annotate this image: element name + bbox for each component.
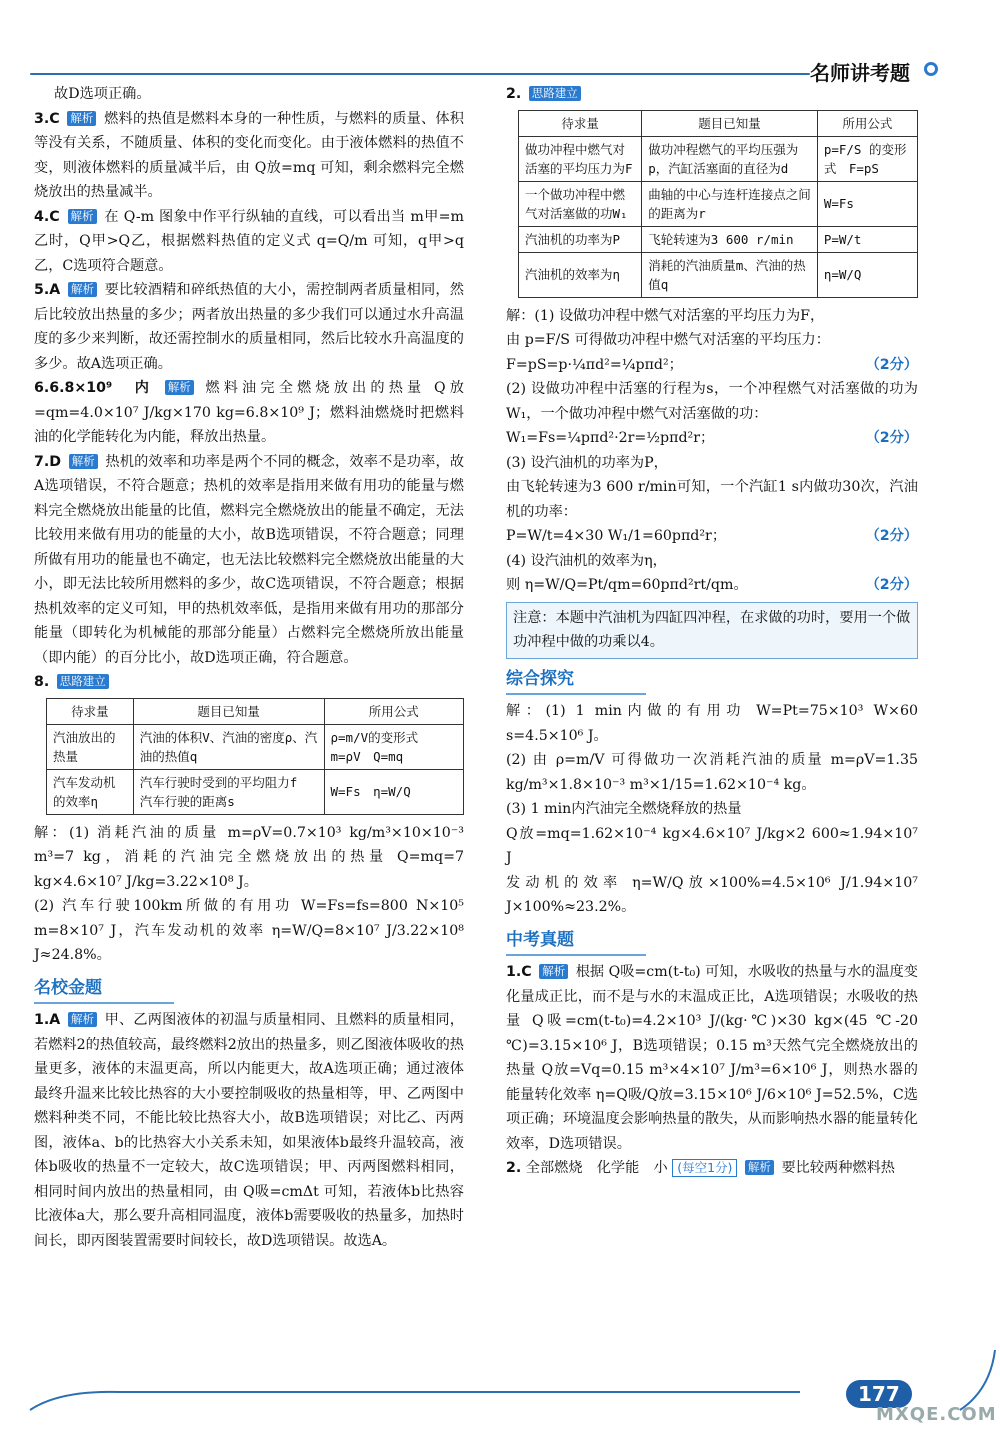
answer-number: 3.C <box>34 110 60 127</box>
score-badge: （2分） <box>865 430 918 446</box>
answer-text: 甲、乙两图液体的初温与质量相同、且燃料的质量相同，若燃料2的热值较高，最终燃料2放出的热量多，则乙图液体吸收的热量更多，液体的末温更高，所以内能更大，故A选项正确；通过液体最终升温来比较比热容的大小要控制吸收的热量相等，甲、乙两图中燃料种类不同，不能比较比热容大小，故B选项错误；对比乙、丙两图，液体a、b的比热容大小关系未知，如果液体b最终升温较高，液体b吸收的热量不一定较大，故C选项错误；甲、丙两图燃料相同，相同时间内放出的热量相同，由 Q吸=cmΔt 可知，若液体b比热容比液体a大，那么要升高相同温度，液体b需要吸收的热量多，加热时间长，即丙图装置需要时间较长，故D选项错误。故选A。 <box>34 1012 464 1249</box>
right-column <box>506 82 918 1181</box>
answer-number: 1.C <box>506 964 532 980</box>
answer-number: 5.A <box>34 282 61 298</box>
zonghe-line: Q放=mq=1.62×10⁻⁴ kg×4.6×10⁷ J/kg×2 600≈1.94×10⁷ J <box>506 825 918 866</box>
idea-table-8 <box>46 698 464 815</box>
table-cell: W=Fs <box>817 181 917 226</box>
table-header: 所用公式 <box>817 110 917 136</box>
answer-text: 在 Q-m 图象中作平行纵轴的直线，可以看出当 m甲=m乙时，Q甲>Q乙，根据燃料热值的定义式 q=Q/m 可知，q甲>q乙，C选项符合题意。 <box>34 208 465 274</box>
score-badge: （2分） <box>865 577 918 593</box>
answer-8 <box>34 670 464 695</box>
table-cell: W=Fs η=W/Q <box>324 769 464 814</box>
solution-2-line <box>506 426 918 451</box>
mingxiao-answer-1 <box>34 1008 464 1253</box>
table-cell: 汽油机的效率为η <box>519 252 642 297</box>
answer-number: 4.C <box>34 208 60 225</box>
answer-number: 8. <box>34 674 50 690</box>
table-cell: 汽油放出的热量 <box>47 724 134 769</box>
table-cell: 汽车行驶时受到的平均阻力f 汽车行驶的距离s <box>133 769 324 814</box>
header-dot-icon <box>924 62 938 76</box>
score-note: (每空1分) <box>672 1159 737 1177</box>
table-header: 待求量 <box>47 698 134 724</box>
zhongkao-answer-1 <box>506 960 918 1156</box>
score-badge: （2分） <box>865 356 918 373</box>
answer-text: 要比较酒精和碎纸热值的大小，需控制两者质量相同，然后比较放出热量的多少；两者放出热量的多少我们可以通过水升高温度的多少来判断，故还需控制水的质量相同，然后比较水升高温度的多少。故A选项正确。 <box>34 282 464 372</box>
solution-2-line <box>506 353 918 378</box>
table-cell: 汽车发动机的效率η <box>47 769 134 814</box>
answer-7 <box>34 450 464 671</box>
section-title-zhongkao: 中考真题 <box>506 928 646 957</box>
solution-8-part2: (2) 汽车行驶100km所做的有用功 W=Fs=fs=800 N×10⁵ m=8×10⁷ J，汽车发动机的效率 η=W/Q=8×10⁷ J/3.22×10⁸ J≈24.8%。 <box>34 898 464 963</box>
table-cell: 做功冲程中燃气对活塞的平均压力为F <box>519 136 642 181</box>
table-cell: 消耗的汽油质量m、汽油的热值q <box>642 252 818 297</box>
answer-text: 燃料油完全燃烧放出的热量 Q放=qm=4.0×10⁷ J/kg×170 kg=6.8×10⁹ J；燃料油燃烧时把燃料油的化学能转化为内能，释放出热量。 <box>34 380 464 445</box>
formula: W₁=Fs=¼pπd²·2r=½pπd²r； <box>506 430 715 446</box>
solution-2-line: 由飞轮转速为3 600 r/min可知，一个汽缸1 s内做功30次，汽油机的功率： <box>506 479 918 520</box>
analysis-tag: 解析 <box>69 454 98 469</box>
table-cell: 一个做功冲程中燃气对活塞做的功W₁ <box>519 181 642 226</box>
zonghe-line: 解：(1) 1 min内做的有用功 W=Pt=75×10³ W×60 s=4.5×10⁶ J。 <box>506 703 918 744</box>
answer-number: 1.A <box>34 1012 61 1028</box>
table-cell: 汽油机的功率为P <box>519 226 642 252</box>
watermark: MXQE.COM <box>876 1404 997 1425</box>
table-cell: P=W/t <box>817 226 917 252</box>
section-title-mingxiao: 名校金题 <box>34 976 174 1005</box>
note-box: 注意：本题中汽油机为四缸四冲程，在求做的功时，要用一个做功冲程中做的功乘以4。 <box>506 602 918 659</box>
zhongkao-answer-2 <box>506 1156 918 1181</box>
header-line <box>30 73 810 75</box>
formula: F=pS=p·¼πd²=¼pπd²； <box>506 356 683 373</box>
solution-8-part1: 解：(1) 消耗汽油的质量 m=ρV=0.7×10³ kg/m³×10×10⁻³ m³=7 kg，消耗的汽油完全燃烧放出的热量 Q=mq=7 kg×4.6×10⁷ J/kg=3.22×10⁸ J。 <box>34 824 464 890</box>
analysis-tag: 解析 <box>67 111 96 126</box>
table-cell: ρ=m/V的变形式 m=ρV Q=mq <box>324 724 464 769</box>
solution-2-line: 由 p=F/S 可得做功冲程中燃气对活塞的平均压力： <box>506 332 830 348</box>
solution-2-line: 解：(1) 设做功冲程中燃气对活塞的平均压力为F， <box>506 307 825 324</box>
answer-number: 6.6.8×10⁹ 内 <box>34 380 154 396</box>
table-cell: η=W/Q <box>817 252 917 297</box>
analysis-tag: 解析 <box>745 1160 774 1175</box>
score-badge: （2分） <box>865 528 918 544</box>
table-header: 题目已知量 <box>642 110 818 136</box>
answer-number: 2. <box>506 86 522 102</box>
left-column <box>34 82 464 1253</box>
answer-text: 要比较两种燃料热 <box>781 1160 895 1176</box>
answer-line: 故D选项正确。 <box>54 86 151 102</box>
analysis-tag: 解析 <box>68 209 97 224</box>
answer-4 <box>34 205 464 279</box>
table-cell: 飞轮转速为3 600 r/min <box>642 226 818 252</box>
analysis-tag: 解析 <box>539 964 568 979</box>
answer-6 <box>34 376 464 450</box>
zonghe-line: 发动机的效率 η=W/Q放×100%=4.5×10⁶ J/1.94×10⁷ J×100%≈23.2%。 <box>506 874 918 915</box>
solution-2-line <box>506 524 918 549</box>
page-number: 177 <box>846 1380 912 1408</box>
table-cell: p=F/S 的变形式 F=pS <box>817 136 917 181</box>
page-header <box>30 55 990 85</box>
zonghe-line: (2) 由 ρ=m/V 可得做功一次消耗汽油的质量 m=ρV=1.35 kg/m³×1.8×10⁻³ m³×1/15=1.62×10⁻⁴ kg。 <box>506 752 918 793</box>
table-header: 所用公式 <box>324 698 464 724</box>
analysis-tag: 解析 <box>165 380 194 395</box>
answer-text: 根据 Q吸=cm(t-t₀) 可知，水吸收的热量与水的温度变化量成正比，而不是与水的末温成正比，A选项错误；水吸收的热量 Q吸=cm(t-t₀)=4.2×10³ J/(kg·℃)×30 kg×(45 ℃-20 ℃)=3.15×10⁶ J，B选项错误；0.15 m³天然气完全燃烧放出的热量 Q放=Vq=0.15 m³×4×10⁷ J/m³=6×10⁶ J，则热水器的能量转化效率 η=Q吸/Q放=3.15×10⁶ J/6×10⁶ J=52.5%，C选项正确；环境温度会影响热量的散失，从而影响热水器的能量转化效率，D选项错误。 <box>506 964 918 1152</box>
solution-2-line <box>506 573 918 598</box>
table-cell: 做功冲程燃气的平均压强为p，汽缸活塞面的直径为d <box>642 136 818 181</box>
answer-number: 2. <box>506 1160 522 1176</box>
answer-text: 全部燃烧 化学能 小 <box>525 1160 668 1176</box>
analysis-tag: 解析 <box>68 1012 97 1027</box>
answer-3 <box>34 107 464 205</box>
table-cell: 曲轴的中心与连杆连接点之间的距离为r <box>642 181 818 226</box>
answer-text: 燃料的热值是燃料本身的一种性质，与燃料的质量、体积等没有关系，不随质量、体积的变化而变化。由于液体燃料的热值不变，则液体燃料的质量减半后，由 Q放=mq 可知，剩余燃料完全燃烧放出的热量减半。 <box>34 110 464 200</box>
answer-5 <box>34 278 464 376</box>
header-title: 名师讲考题 <box>810 61 910 85</box>
idea-tag: 思路建立 <box>57 674 109 689</box>
analysis-tag: 解析 <box>68 282 97 297</box>
table-header: 题目已知量 <box>133 698 324 724</box>
solution-2-line: (3) 设汽油机的功率为P， <box>506 454 668 471</box>
section-title-zonghe: 综合探究 <box>506 667 646 696</box>
zonghe-line: (3) 1 min内汽油完全燃烧释放的热量 <box>506 801 742 817</box>
formula: P=W/t=4×30 W₁/1=60pπd²r； <box>506 528 727 544</box>
solution-2-line: (2) 设做功冲程中活塞的行程为s，一个冲程燃气对活塞做的功为W₁，一个做功冲程中燃气对活塞做的功： <box>506 381 918 422</box>
table-cell: 汽油的体积V、汽油的密度ρ、汽油的热值q <box>133 724 324 769</box>
table-header: 待求量 <box>519 110 642 136</box>
idea-tag: 思路建立 <box>529 86 581 101</box>
solution-2-line: (4) 设汽油机的效率为η， <box>506 552 667 569</box>
formula: 则 η=W/Q=Pt/qm=60pπd²rt/qm。 <box>506 577 748 593</box>
answer-number: 7.D <box>34 453 62 470</box>
answer-2 <box>506 82 918 107</box>
idea-table-2 <box>518 110 918 298</box>
answer-text: 热机的效率和功率是两个不同的概念，效率不是功率，故A选项错误，不符合题意；热机的效率是指用来做有用功的能量与燃料完全燃烧放出能量的比值，燃料完全燃烧放出的能量不确定，无法比较用来做有用功的能量的大小，故B选项错误，不符合题意；同理所做有用功的能量也不确定，也无法比较燃料完全燃烧放出能量的大小，即无法比较所用燃料的多少，故C选项错误，不符合题意；根据热机效率的定义可知，甲的热机效率低，是指用来做有用功的那部分能量（即转化为机械能的那部分能量）占燃料完全燃烧所放出能量（即内能）的百分比小，故D选项正确，符合题意。 <box>34 453 465 666</box>
